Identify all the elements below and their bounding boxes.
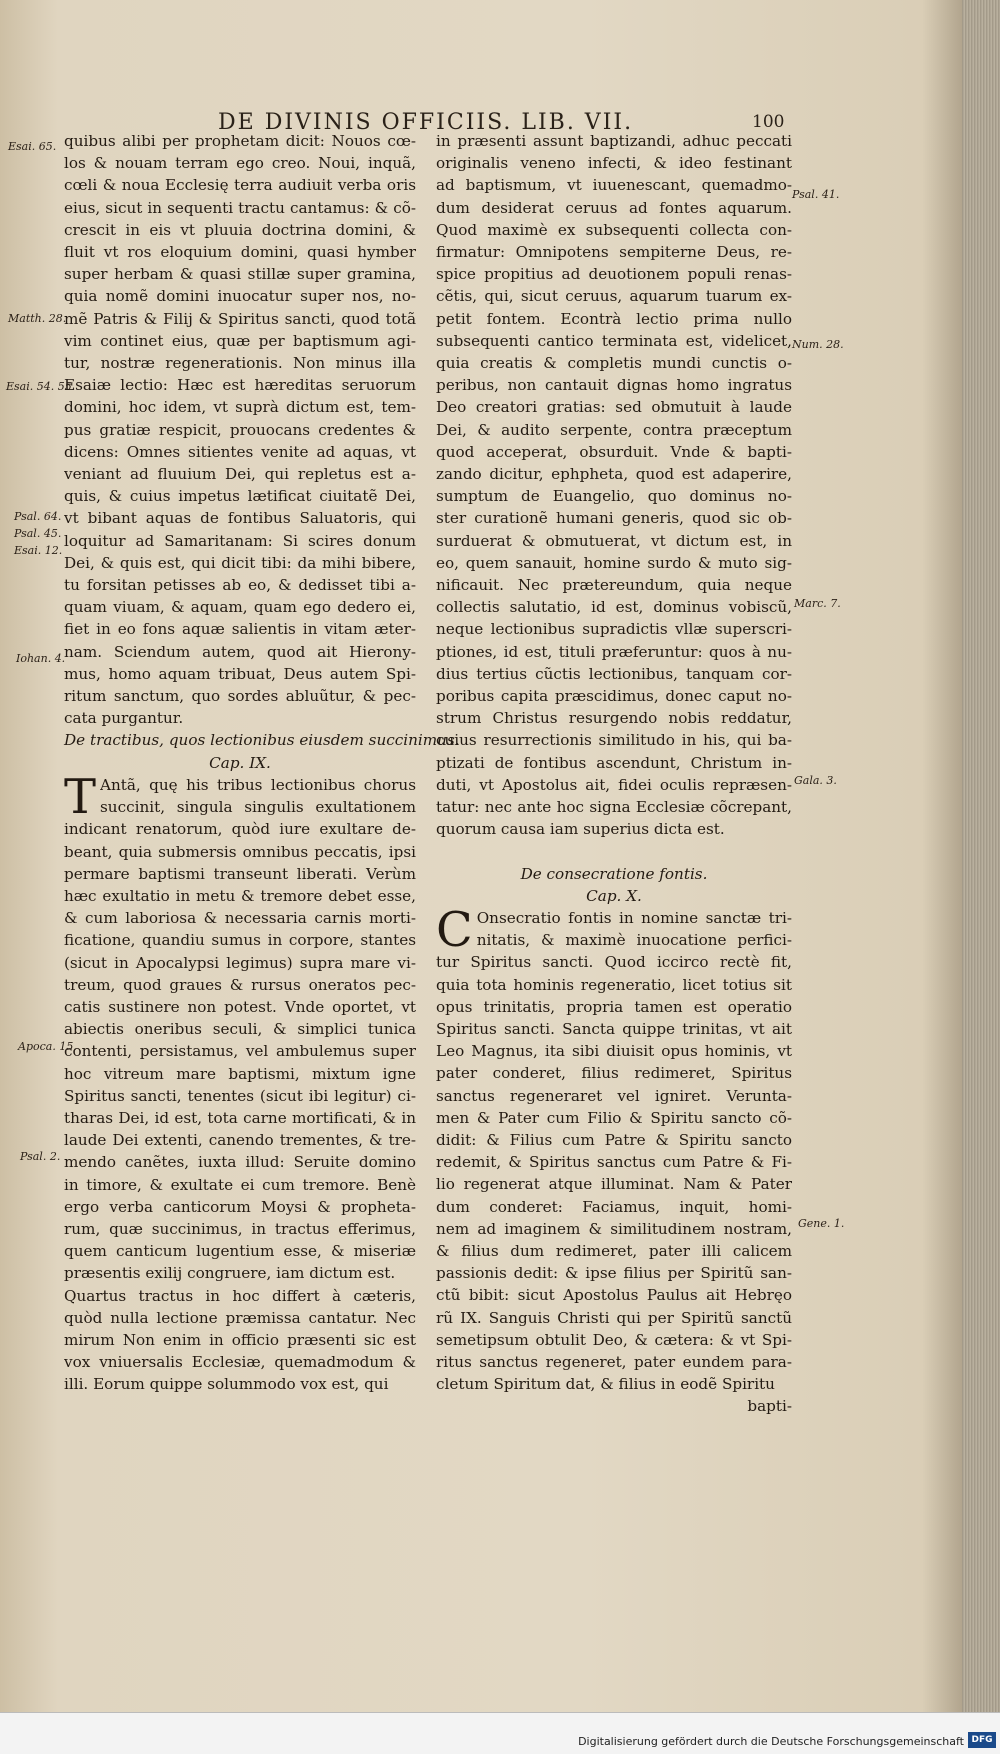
text-line: Antã, quę his tribus lectionibus chorus — [100, 775, 416, 794]
margin-note: Num. 28. — [792, 338, 844, 351]
text-line: ster curationẽ humani generis, quod sic ob- — [436, 509, 792, 528]
text-line: petit fontem. Econtrà lectio prima nullo — [436, 309, 792, 328]
text-line: treum, quod graues & rursus oneratos pec- — [64, 975, 416, 994]
text-line: tu forsitan petisses ab eo, & dedisset tibi a- — [64, 576, 416, 595]
text-line: nificauit. Nec prætereundum, quia neque — [436, 576, 792, 595]
margin-note: Matth. 28. — [8, 312, 67, 325]
text-line: mirum Non enim in officio præsenti sic est — [64, 1330, 416, 1349]
text-line: spice propitius ad deuotionem populi renas- — [436, 265, 792, 284]
text-line: crescit in eis vt pluuia doctrina domini, & — [64, 220, 416, 239]
text-line: indicant renatorum, quòd iure exultare de- — [64, 820, 416, 839]
text-line: men & Pater cum Filio & Spiritu sancto cõ- — [436, 1108, 792, 1127]
text-line: passionis dedit: & ipse filius per Spiritũ san- — [436, 1264, 792, 1283]
text-line: duti, vt Apostolus ait, fidei oculis repræsen- — [436, 775, 792, 794]
text-line: opus trinitatis, propria tamen est operatio — [436, 997, 792, 1016]
text-line: didit: & Filius cum Patre & Spiritu sancto — [436, 1130, 792, 1149]
text-line: dum conderet: Faciamus, inquit, homi- — [436, 1197, 792, 1216]
text-line: contenti, persistamus, vel ambulemus super — [64, 1042, 416, 1061]
text-line: neque lectionibus supradictis vllæ superscri- — [436, 620, 792, 639]
text-line: rũ IX. Sanguis Christi qui per Spiritũ sanctũ — [436, 1308, 792, 1327]
page-edge — [962, 0, 1000, 1712]
margin-note: Apoca. 15. — [18, 1040, 77, 1053]
text-line: quam viuam, & aquam, quam ego dedero ei, — [64, 598, 416, 617]
text-line: loquitur ad Samaritanam: Si scires donum — [64, 531, 416, 550]
text-line: quem canticum lugentium esse, & miseriæ — [64, 1242, 416, 1261]
text-line: ctũ bibit: sicut Apostolus Paulus ait Hebręo — [436, 1286, 792, 1305]
paragraph — [64, 768, 416, 1396]
text-line: mus, homo aquam tribuat, Deus autem Spi- — [64, 664, 416, 683]
text-line: Spiritus sancti, tenentes (sicut ibi legitur) ci- — [64, 1086, 416, 1105]
text-line: cata purgantur. — [64, 709, 184, 728]
text-line: zando dicitur, ephpheta, quod est adaperire, — [436, 465, 792, 484]
text-line: redemit, & Spiritus sanctus cum Patre & Fi- — [436, 1153, 792, 1172]
text-line: eo, quem sanauit, homine surdo & muto sig- — [436, 553, 792, 572]
text-line: illi. Eorum quippe solummodo vox est, qui — [64, 1375, 389, 1394]
text-line: surduerat & obmutuerat, vt dictum est, in — [436, 531, 792, 550]
text-line: cœli & noua Ecclesię terra audiuit verba oris — [64, 176, 416, 195]
text-line: ergo verba canticorum Moysi & propheta- — [64, 1197, 416, 1216]
margin-note: Esai. 54. 55. — [6, 380, 76, 393]
text-line: Quartus tractus in hoc differt à cæteris, — [64, 1286, 416, 1305]
text-line: poribus capita præscidimus, donec caput no- — [436, 687, 792, 706]
text-line: Esaiæ lectio: Hæc est hæreditas seruorum — [64, 376, 416, 395]
text-line: dicens: Omnes sitientes venite ad aquas, vt — [64, 442, 416, 461]
text-line: rum, quæ succinimus, in tractus efferimus, — [64, 1219, 416, 1238]
drop-initial: T — [64, 768, 97, 825]
text-line: beant, quia submersis omnibus peccatis, ipsi — [64, 842, 416, 861]
paragraph — [436, 901, 792, 1395]
text-line: hæc exultatio in metu & tremore debet esse, — [64, 886, 416, 905]
text-line: ptiones, id est, tituli præferuntur: quos à nu- — [436, 642, 792, 661]
margin-note: Iohan. 4. — [16, 652, 66, 665]
text-line: firmatur: Omnipotens sempiterne Deus, re- — [436, 243, 792, 262]
text-line: quis, & cuius impetus lætificat ciuitatẽ Dei, — [64, 487, 416, 506]
text-line: succinit, singula singulis exultationem — [100, 798, 416, 817]
catchword: bapti- — [747, 1397, 792, 1416]
text-line: & filius dum redimeret, pater illi calicem — [436, 1241, 792, 1260]
page-fold-shadow — [922, 0, 962, 1712]
page-number: 100 — [752, 112, 785, 132]
text-line: tatur: nec ante hoc signa Ecclesiæ cõcrepant, — [436, 798, 792, 817]
text-line: subsequenti cantico terminata est, videlicet, — [436, 331, 792, 350]
margin-note: Psal. 45. — [14, 527, 62, 540]
paragraph — [64, 130, 416, 729]
text-line: ritum sanctum, quo sordes abluũtur, & pec- — [64, 687, 416, 706]
text-line: cẽtis, qui, sicut ceruus, aquarum tuarum ex- — [436, 287, 792, 306]
text-line: (sicut in Apocalypsi legimus) supra mare vi- — [64, 953, 416, 972]
text-line: quod acceperat, obsurduit. Vnde & bapti- — [436, 442, 792, 461]
text-line: quibus alibi per prophetam dicit: Nouos cœ- — [64, 132, 416, 150]
text-line: quorum causa iam superius dicta est. — [436, 820, 725, 839]
margin-note: Esai. 65. — [8, 140, 57, 153]
text-line: præsentis exilij congruere, iam dictum est. — [64, 1264, 396, 1283]
text-line: quia creatis & completis mundi cunctis o- — [436, 354, 792, 373]
text-line: quia nomẽ domini inuocatur super nos, no- — [64, 287, 416, 306]
margin-note: Psal. 2. — [20, 1150, 61, 1163]
funding-credit: Digitalisierung gefördert durch die Deutsche Forschungsgemeinschaft — [578, 1735, 964, 1748]
text-line: vim continet eius, quæ per baptismum agi- — [64, 331, 416, 350]
text-line: Leo Magnus, ita sibi diuisit opus hominis, vt — [436, 1042, 792, 1061]
text-line: dum desiderat ceruus ad fontes aquarum. — [436, 198, 792, 217]
text-line: tur, nostræ regenerationis. Non minus illa — [64, 354, 416, 373]
text-line: dius tertius cũctis lectionibus, tanquam cor- — [436, 664, 792, 683]
text-line: mẽ Patris & Filij & Spiritus sancti, quod totã — [64, 309, 416, 328]
chapter-heading: De consecratione fontis. — [520, 864, 708, 883]
text-line: ritus sanctus regeneret, pater eundem para- — [436, 1352, 792, 1371]
text-line: originalis veneno infecti, & ideo festinant — [436, 154, 792, 173]
running-head: DE DIVINIS OFFICIIS. LIB. VII. — [218, 110, 634, 135]
text-line: pus gratiæ respicit, prouocans credentes & — [64, 420, 416, 439]
text-line: semetipsum obtulit Deo, & cætera: & vt Spi- — [436, 1330, 792, 1349]
text-line: catis sustinere non potest. Vnde oportet, vt — [64, 997, 416, 1016]
text-line: domini, hoc idem, vt suprà dictum est, tem- — [64, 398, 416, 417]
text-line: strum Christus resurgendo nobis reddatur, — [436, 709, 792, 728]
text-line: Dei, & quis est, qui dicit tibi: da mihi bibere, — [64, 553, 416, 572]
text-line: Dei, & audito serpente, contra præceptum — [436, 420, 792, 439]
text-line: in præsenti assunt baptizandi, adhuc peccati — [436, 132, 792, 150]
text-line: permare baptismi transeunt liberati. Verùm — [64, 864, 416, 883]
text-line: ad baptismum, vt iuuenescant, quemadmo- — [436, 176, 792, 195]
text-line: Onsecratio fontis in nomine sanctæ tri- — [476, 908, 792, 927]
text-line: ficatione, quandiu sumus in corpore, stantes — [64, 931, 416, 950]
text-line: fluit vt ros eloquium domini, quasi hymber — [64, 243, 416, 262]
text-line: peribus, non cantauit dignas homo ingratus — [436, 376, 792, 395]
text-line: tharas Dei, id est, tota carne mortificati, & in — [64, 1108, 416, 1127]
text-line: quòd nulla lectione præmissa cantatur. Nec — [64, 1308, 416, 1327]
text-line: nam. Sciendum autem, quod ait Hierony- — [64, 642, 416, 661]
chapter-number: Cap. X. — [586, 886, 642, 905]
dfg-logo: DFG — [968, 1732, 996, 1748]
footer-bar — [0, 1712, 1000, 1754]
text-line: nem ad imaginem & similitudinem nostram, — [436, 1219, 792, 1238]
text-line: & cum laboriosa & necessaria carnis morti- — [64, 909, 416, 928]
text-line: fiet in eo fons aquæ salientis in vitam æter- — [64, 620, 416, 639]
text-line: mendo canẽtes, iuxta illud: Seruite domino — [64, 1153, 416, 1172]
margin-note: Esai. 12. — [14, 544, 63, 557]
text-line: los & nouam terram ego creo. Noui, inquã, — [64, 154, 416, 173]
drop-initial: C — [436, 901, 473, 958]
right-text-column — [436, 130, 792, 1418]
text-line: hoc vitreum mare baptismi, mixtum igne — [64, 1064, 416, 1083]
paragraph — [436, 130, 792, 841]
text-line: cletum Spiritum dat, & filius in eodẽ Spiritu — [436, 1375, 775, 1394]
margin-note: Marc. 7. — [794, 597, 841, 610]
text-line: Deo creatori gratias: sed obmutuit à laude — [436, 398, 792, 417]
text-line: veniant ad fluuium Dei, qui repletus est a- — [64, 465, 416, 484]
text-line: super herbam & quasi stillæ super gramina, — [64, 265, 416, 284]
text-line: sumptum de Euangelio, quo dominus no- — [436, 487, 792, 506]
text-line: cuius resurrectionis similitudo in his, qui ba- — [436, 731, 792, 750]
text-line: pater conderet, filius redimeret, Spiritus — [436, 1064, 792, 1083]
text-line: eius, sicut in sequenti tractu cantamus: & cõ- — [64, 198, 416, 217]
text-line: sanctus regeneraret vel igniret. Veruntа- — [436, 1086, 792, 1105]
text-line: vt bibant aquas de fontibus Saluatoris, qui — [64, 509, 416, 528]
text-line: abiectis oneribus seculi, & simplici tunica — [64, 1020, 416, 1039]
chapter-heading: De tractibus, quos lectionibus eiusdem succinimus. — [64, 731, 460, 750]
text-line: in timore, & exultate ei cum tremore. Benè — [64, 1175, 416, 1194]
margin-note: Psal. 64. — [14, 510, 62, 523]
text-line: tur Spiritus sancti. Quod iccirco rectè fit, — [436, 953, 792, 972]
text-line: lio regenerat atque illuminat. Nam & Pater — [436, 1175, 792, 1194]
text-line: Quod maximè ex subsequenti collecta con- — [436, 220, 792, 239]
text-line: Spiritus sancti. Sancta quippe trinitas, vt ait — [436, 1019, 792, 1038]
left-text-column — [64, 130, 460, 1396]
margin-note: Gala. 3. — [794, 774, 837, 787]
text-line: nitatis, & maximè inuocatione perfici- — [476, 931, 792, 950]
text-line: quia tota hominis regeneratio, licet totius sit — [436, 975, 792, 994]
margin-note: Psal. 41. — [792, 188, 840, 201]
text-line: ptizati de fontibus ascendunt, Christum in- — [436, 753, 792, 772]
margin-note: Gene. 1. — [798, 1217, 845, 1230]
chapter-number: Cap. IX. — [209, 753, 271, 772]
text-line: collectis salutatio, id est, dominus vobiscũ, — [436, 598, 792, 617]
text-line: vox vniuersalis Ecclesiæ, quemadmodum & — [64, 1353, 416, 1372]
text-line: laude Dei extenti, canendo trementes, & tre- — [64, 1131, 416, 1150]
